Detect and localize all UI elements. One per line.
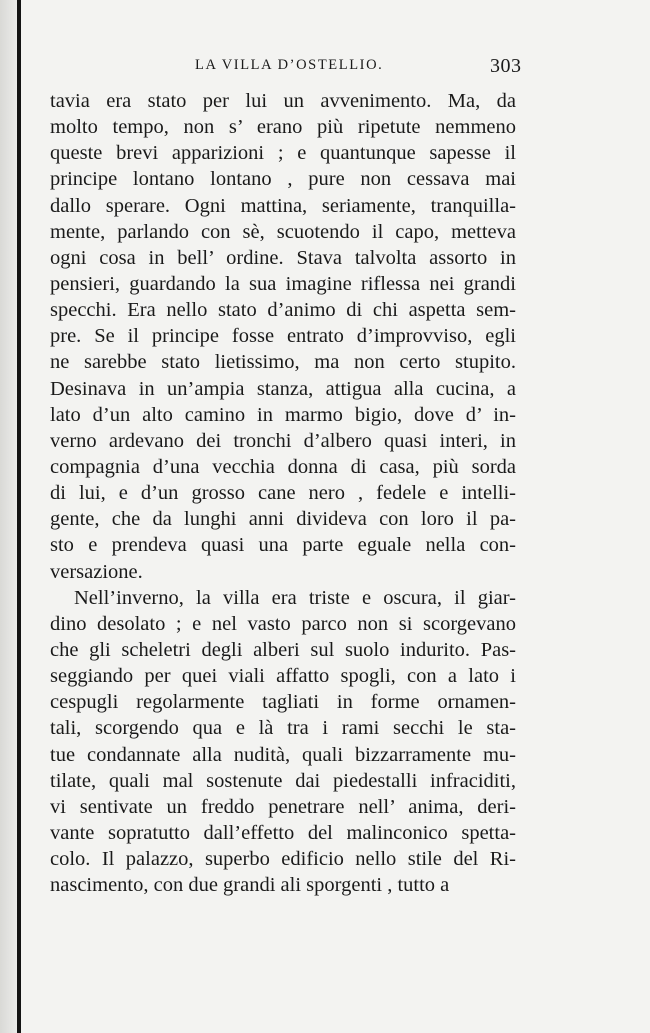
text-line: tali, scorgendo qua e là tra i rami secchi le sta- — [50, 717, 516, 740]
text-line: vi sentivate un freddo penetrare nell’ anima, deri- — [50, 795, 516, 818]
text-line: mente, parlando con sè, scuotendo il capo, metteva — [50, 220, 516, 243]
text-line: Nell’inverno, la villa era triste e oscura, il giar- — [74, 586, 516, 609]
text-line: ne sarebbe stato lietissimo, ma non certo stupito. — [50, 351, 516, 374]
text-line: che gli scheletri degli alberi sul suolo indurito. Pas- — [50, 638, 516, 661]
text-line: seggiando per quei viali affatto spogli, con a lato i — [50, 665, 516, 688]
running-head: LA VILLA D’OSTELLIO. — [195, 57, 384, 73]
text-line: cespugli regolarmente tagliati in forme ornamen- — [50, 691, 516, 714]
text-line: queste brevi apparizioni ; e quantunque sapesse il — [50, 142, 516, 165]
text-line: dino desolato ; e nel vasto parco non si scorgevano — [50, 612, 516, 635]
gutter-shadow — [0, 0, 17, 1033]
text-line: tue condannate alla nudità, quali bizzarramente mu- — [50, 743, 516, 766]
text-line: pensieri, guardando la sua imagine riflessa nei grandi — [50, 272, 516, 295]
text-line: vante sopratutto dall’effetto del malinconico spetta- — [50, 821, 516, 844]
text-line: gente, che da lunghi anni divideva con loro il pa- — [50, 508, 516, 531]
text-line: nascimento, con due grandi ali sporgenti , tutto a — [50, 874, 450, 897]
text-line: molto tempo, non s’ erano più ripetute nemmeno — [50, 116, 516, 139]
text-line: dallo sperare. Ogni mattina, seriamente, tranquilla- — [50, 194, 516, 217]
text-line: versazione. — [50, 560, 143, 583]
text-line: ogni cosa in bell’ ordine. Stava talvolta assorto in — [50, 246, 516, 269]
text-line: principe lontano lontano , pure non cessava mai — [50, 168, 516, 191]
page-number: 303 — [490, 55, 522, 77]
text-line: tavia era stato per lui un avvenimento. Ma, da — [50, 90, 516, 112]
text-line: specchi. Era nello stato d’animo di chi aspetta sem- — [50, 299, 516, 322]
text-line: sto e prendeva quasi una parte eguale nella con- — [50, 534, 516, 557]
text-line: tilate, quali mal sostenute dai piedestalli infraciditi, — [50, 769, 516, 792]
text-line: compagnia d’una vecchia donna di casa, più sorda — [50, 455, 516, 478]
text-line: di lui, e d’un grosso cane nero , fedele e intelli- — [50, 482, 516, 505]
text-line: pre. Se il principe fosse entrato d’improvviso, egli — [50, 325, 516, 348]
body-text — [50, 88, 516, 898]
text-line: Desinava in un’ampia stanza, attigua alla cucina, a — [50, 377, 516, 400]
gutter-line — [17, 0, 21, 1033]
text-line: colo. Il palazzo, superbo edificio nello stile del Ri- — [50, 848, 516, 871]
text-line: verno ardevano dei tronchi d’albero quasi interi, in — [50, 429, 516, 452]
text-line: lato d’un alto camino in marmo bigio, dove d’ in- — [50, 403, 516, 426]
